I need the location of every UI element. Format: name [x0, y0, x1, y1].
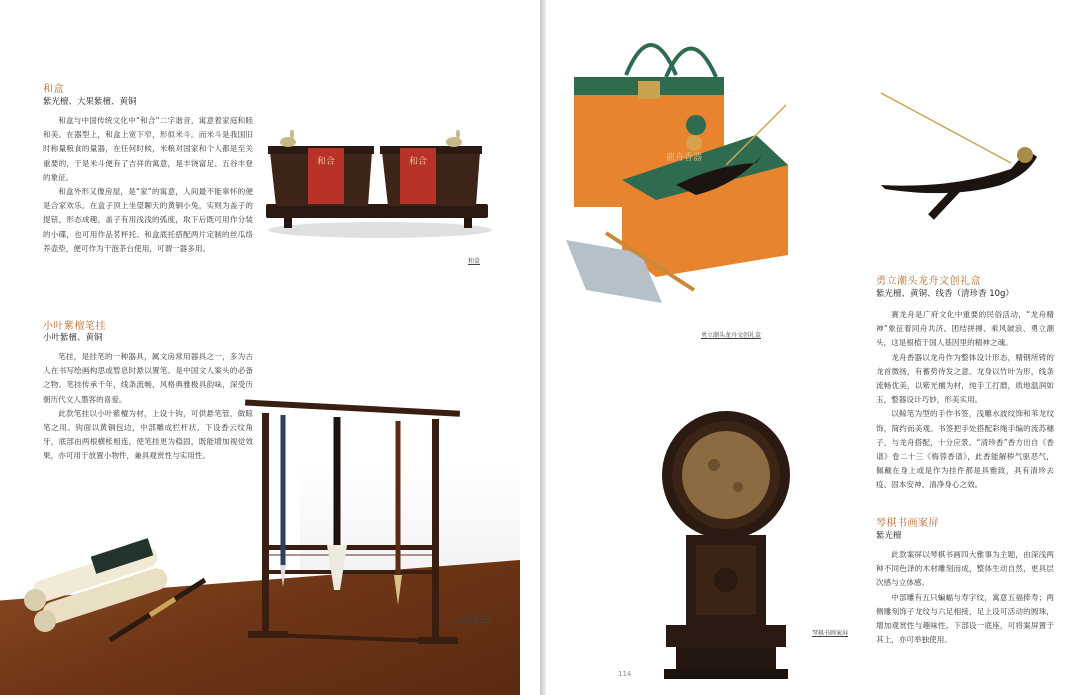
hehe-label-right: 和合	[408, 157, 428, 167]
hehe-paragraph-2: 和盒外形又像房屋，是“家”的寓意，人间最不能辜怀的便是合家欢乐。在盒子顶上坐望聊天的黄铜小兔，实则为盖子的提钮，形态成趣。盖子有用浅浅的弧度，取下后既可用作分装的小碟，也可用作品茗杯托。和盒底托搭配两片定制的丝瓜络养壶垫，便可作为干泡茶台使用，可谓一器多用。	[43, 187, 253, 253]
hehe-body	[43, 114, 253, 256]
dragon-paragraph-3: 以鲸笔为型的手作书签，浅雕水波纹饰和苇龙纹饰，简约而美观。书签把手处搭配彩绳手编的流苏穗子，与龙舟搭配，十分应景。“清珍香”香方出自《香谱》卷二十三《梅蓉香谱》，此香能解秽气驱恶气，佩戴在身上或是作为挂件都是具雅致，具有清珍去疫、固本安神、清净身心之效。	[876, 409, 1054, 490]
table-screen-image	[656, 405, 796, 690]
hehe-paragraph-1: 和盒与中国传统文化中“和合”二字谐音，寓意着家庭和睦和美。在器型上，和盒上宽下窄，形似米斗。而米斗是我国旧时称量粮食的量器，在任何时候，米粮对国家和个人都是至关重要的，于是米斗便有了吉祥的寓意，是丰饶富足、五谷丰登的象征。	[43, 116, 253, 182]
hehe-label-left: 和合	[316, 157, 336, 167]
dragon-title: 勇立潮头龙舟文创礼盒	[876, 276, 981, 287]
screen-materials: 紫光檀	[876, 531, 902, 541]
hehe-caption: 和盒	[468, 258, 481, 265]
screen-paragraph-2: 中部雕有五只蝙蝠与寿字纹，寓意五福捧寿；两侧雕刻饰子龙纹与六足相接，足上设可活动的圆珠，增加观赏性与趣味性。下部设一底座，可将案屏置于其上，亦可举独使用。	[876, 592, 1054, 645]
dragon-body	[876, 308, 1054, 493]
hehe-title: 和盒	[43, 84, 64, 95]
dragon-paragraph-1: 赛龙舟是广府文化中重要的民俗活动，“龙舟精神”象征着同舟共济、团结拼搏、乘风破浪、勇立潮头，这是根植于国人基因里的精神之魂。	[876, 310, 1054, 348]
hehe-materials: 紫光檀、大果紫檀、黄铜	[43, 97, 137, 107]
screen-caption: 琴棋书画案屏	[812, 630, 849, 637]
screen-paragraph-1: 此款案屏以琴棋书画四大雅事为主题，由深浅两种不同色泽的木材雕刻而成，整体生动自然，更具层次感与立体感。	[876, 550, 1054, 588]
hehe-product-image	[258, 130, 498, 240]
bijia-paragraph-1: 笔挂，是挂笔的一种器具，属文房常用器具之一，多为古人在书写绘画构思或暂息时悬以置笔。是中国文人案头的必备之物。笔挂传承千年，线条流畅、风格典雅极具韵味，深受历朝历代文人墨客的喜爱。	[43, 352, 253, 404]
dragon-materials: 紫光檀、黄铜、线香（清珍香 10g）	[876, 289, 1014, 299]
giftbox-label: 龍舟香器	[666, 153, 703, 163]
bijia-paragraph-2: 此款笔挂以小叶紫檀为材，上设十钩，可供悬笔管，做晾笔之用。钩面以黄铜包边，中部雕成栏杆状，下设香云纹角牙，底部由两根横枨相连，使笔挂更为稳固，既能增加视觉效果，亦可用于放置小物件，兼具观赏性与实用性。	[43, 408, 253, 461]
dragon-paragraph-2: 龙舟香器以龙舟作为整体设计形态，精钢所铸的龙首微扬，有蓄势待发之意。龙身以竹叶为形，线条流畅优美，以紫光檀为材，纯手工打磨，质地温润如玉，整器设计巧妙，形美实用。	[876, 352, 1054, 405]
screen-body	[876, 548, 1054, 647]
bijia-title: 小叶紫檀笔挂	[43, 321, 106, 332]
bijia-caption: 小叶紫檀笔挂	[455, 616, 492, 623]
right-page	[546, 0, 1080, 695]
screen-title: 琴棋书画案屏	[876, 518, 939, 529]
dragon-caption: 勇立潮头龙舟文创礼盒	[701, 332, 762, 339]
bijia-product-image	[0, 395, 540, 695]
dragon-giftbox-image	[566, 15, 826, 305]
dragon-boat-incense-image	[871, 85, 1061, 225]
bijia-materials: 小叶紫檀、黄铜	[43, 333, 103, 343]
brush-rack	[245, 400, 460, 644]
page-number: 114	[618, 670, 632, 678]
